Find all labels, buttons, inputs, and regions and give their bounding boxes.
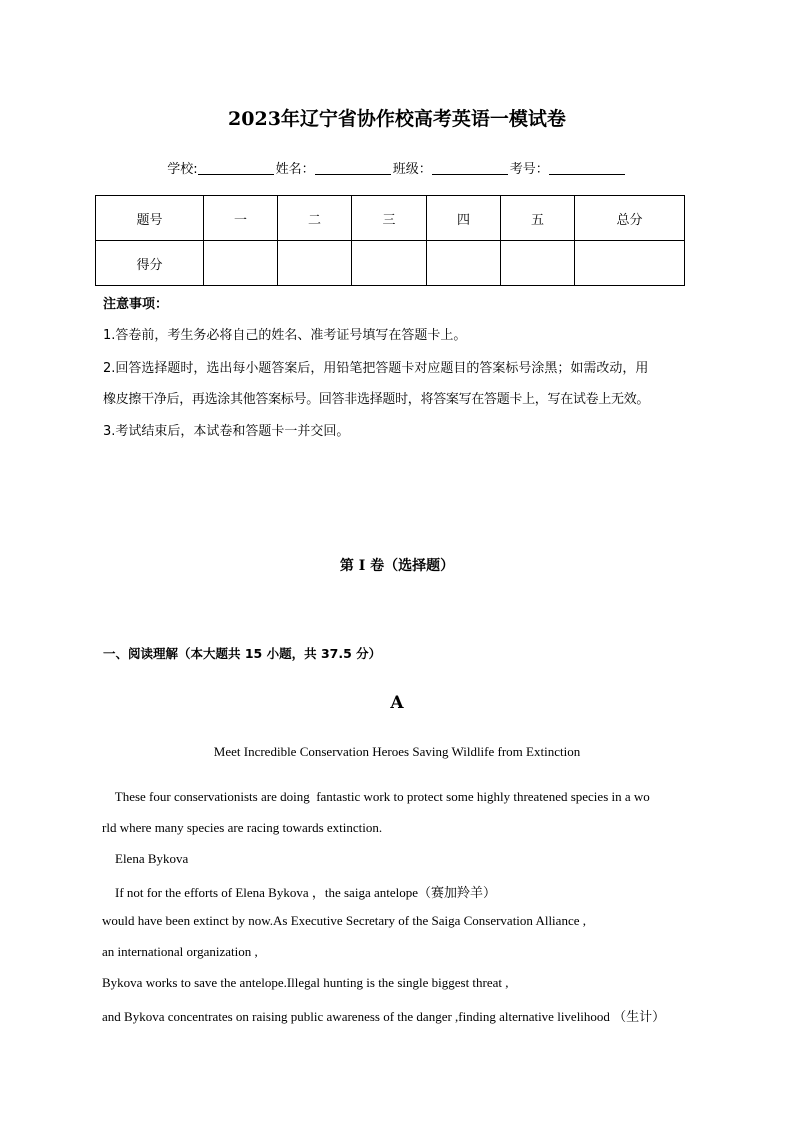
name-blank	[315, 162, 391, 175]
school-blank	[198, 162, 274, 175]
passage-title: Meet Incredible Conservation Heroes Saving Wildlife from Extinction	[213, 744, 581, 759]
note-item: 3.考试结束后，本试卷和答题卡一并交回。	[103, 424, 350, 439]
score-cell	[204, 241, 278, 286]
header-cell-total: 总分	[575, 196, 685, 241]
passage-line: rld where many species are racing towards extinction.	[102, 820, 383, 835]
exam-number-label: 考号：	[509, 162, 549, 177]
student-info-line	[0, 158, 794, 177]
score-table	[95, 195, 685, 286]
score-table-header-row	[96, 196, 685, 241]
note-item: 2.回答选择题时，选出每小题答案后，用铅笔把答题卡对应题目的答案标号涂黑；如需改动，用	[103, 361, 649, 376]
exam-title: 2023年辽宁省协作校高考英语一模试卷	[228, 108, 566, 130]
score-row-label: 得分	[96, 241, 204, 286]
class-blank	[432, 162, 508, 175]
score-cell	[278, 241, 352, 286]
part-title: 一、阅读理解（本大题共 15 小题，共 37.5 分）	[103, 646, 382, 661]
header-cell-5: 五	[501, 196, 575, 241]
notes-title: 注意事项：	[103, 297, 169, 312]
passage-line: and Bykova concentrates on raising public awareness of the danger ,finding alternative livelihood （生计）	[102, 1009, 666, 1024]
passage-line: These four conservationists are doing fantastic work to protect some highly threatened species in a wo	[102, 789, 650, 804]
passage-line: an international organization ,	[102, 944, 258, 959]
passage-letter: A	[390, 693, 404, 713]
note-item: 1.答卷前，考生务必将自己的姓名、准考证号填写在答题卡上。	[103, 328, 467, 343]
passage-line: If not for the efforts of Elena Bykova ，the saiga antelope（赛加羚羊）	[102, 885, 496, 900]
header-cell-2: 二	[278, 196, 352, 241]
passage-line: would have been extinct by now.As Executive Secretary of the Saiga Conservation Alliance ,	[102, 913, 586, 928]
class-label: 班级：	[392, 162, 432, 177]
section-title: 第 I 卷（选择题）	[339, 558, 455, 574]
passage-line: Bykova works to save the antelope.Illegal hunting is the single biggest threat ,	[102, 975, 509, 990]
exam-number-blank	[549, 162, 625, 175]
score-cell	[352, 241, 427, 286]
score-cell-total	[575, 241, 685, 286]
header-cell-1: 一	[204, 196, 278, 241]
header-cell-question: 题号	[96, 196, 204, 241]
name-label: 姓名：	[275, 162, 315, 177]
score-cell	[501, 241, 575, 286]
score-table-score-row	[96, 241, 685, 286]
score-cell	[427, 241, 501, 286]
header-cell-3: 三	[352, 196, 427, 241]
school-label: 学校:	[167, 162, 198, 177]
note-item: 橡皮擦干净后，再选涂其他答案标号。回答非选择题时，将答案写在答题卡上，写在试卷上无效。	[103, 392, 650, 407]
passage-line: Elena Bykova	[102, 851, 189, 866]
header-cell-4: 四	[427, 196, 501, 241]
